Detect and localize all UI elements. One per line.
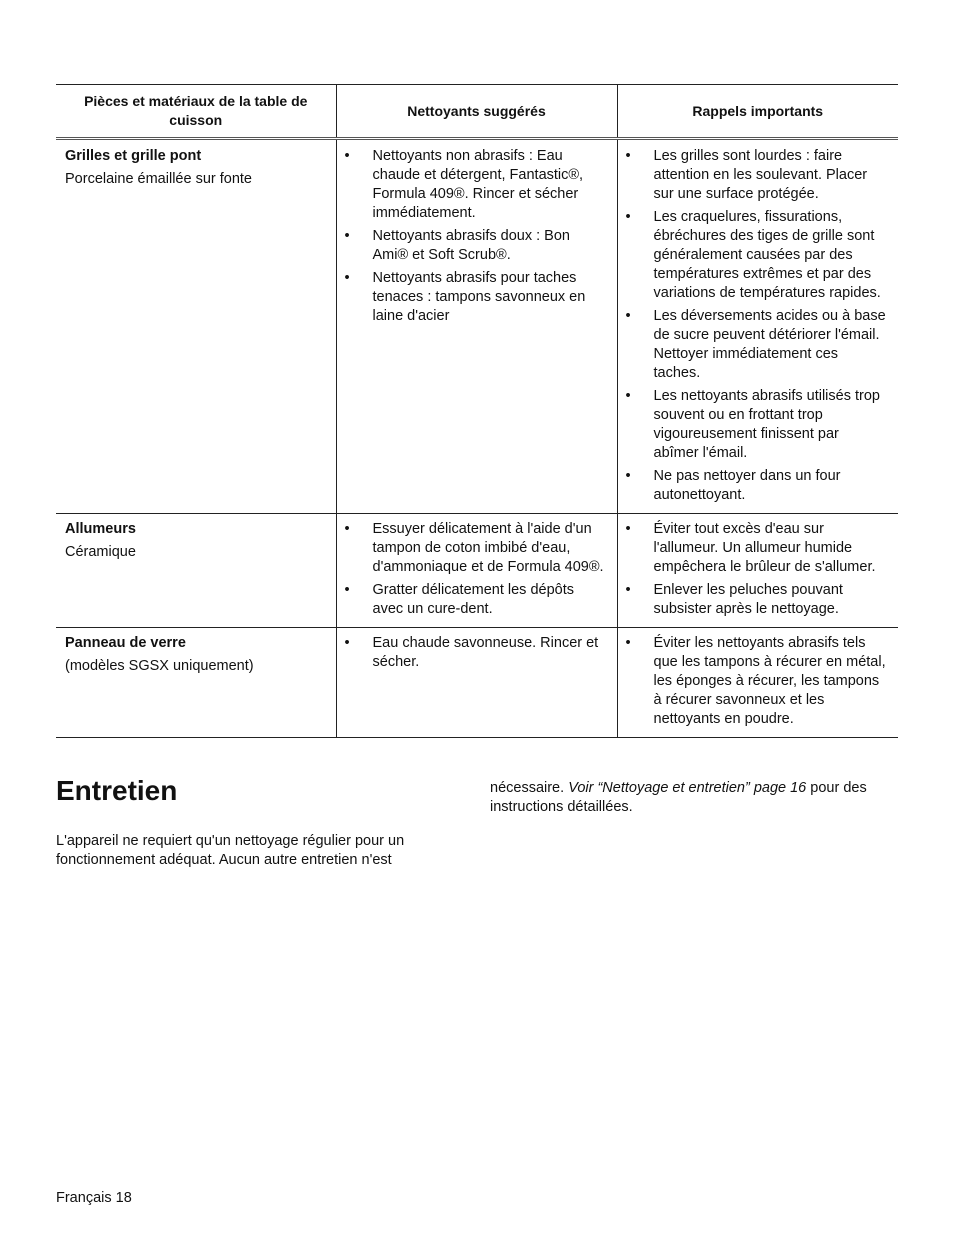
bullet-icon: • [344, 228, 350, 244]
list-item [346, 147, 607, 223]
cleaner-list [346, 147, 607, 326]
part-cell [56, 139, 336, 514]
table-body [56, 139, 898, 738]
maintenance-paragraph-right [490, 779, 898, 817]
reminder-text: Ne pas nettoyer dans un four autonettoyant. [653, 468, 841, 503]
reminder-text: Éviter les nettoyants abrasifs tels que les tampons à récurer en métal, les éponges à récurer, les tampons à récurer savonneux et les nettoyants en poudre. [653, 635, 886, 727]
bullet-icon: • [344, 270, 350, 286]
list-item [627, 307, 889, 383]
cross-reference-link[interactable]: Voir “Nettoyage et entretien” page 16 [568, 780, 807, 796]
cleaner-text: Nettoyants abrasifs doux : Bon Ami® et Soft Scrub®. [372, 228, 570, 263]
table-row [56, 628, 898, 738]
reminders-cell [617, 514, 898, 628]
cleaner-text: Eau chaude savonneuse. Rincer et sécher. [372, 635, 599, 670]
part-material: Céramique [65, 544, 136, 560]
reminder-text: Les nettoyants abrasifs utilisés trop souvent ou en frottant trop vigoureusement finissent par abîmer l'émail. [653, 388, 880, 461]
header-suggested-cleaners: Nettoyants suggérés [336, 85, 617, 139]
reminder-list [627, 147, 889, 505]
bullet-icon: • [625, 521, 631, 537]
bullet-icon: • [625, 582, 631, 598]
part-name: Allumeurs [65, 521, 136, 537]
bullet-icon: • [625, 308, 631, 324]
bullet-icon: • [344, 635, 350, 651]
paragraph-text: nécessaire. [490, 780, 569, 796]
cleaners-cell [336, 139, 617, 514]
part-material: Porcelaine émaillée sur fonte [65, 171, 252, 187]
reminder-text: Les grilles sont lourdes : faire attention en les soulevant. Placer sur une surface protégée. [653, 148, 868, 202]
reminder-list [627, 634, 889, 729]
part-name: Panneau de verre [65, 635, 186, 651]
bullet-icon: • [625, 468, 631, 484]
table-row [56, 514, 898, 628]
part-cell [56, 628, 336, 738]
cleaner-text: Nettoyants abrasifs pour taches tenaces : tampons savonneux en laine d'acier [372, 270, 586, 324]
page-footer: Français 18 [56, 1190, 132, 1206]
list-item [346, 634, 607, 672]
reminder-text: Enlever les peluches pouvant subsister après le nettoyage. [653, 582, 843, 617]
list-item [346, 581, 607, 619]
bullet-icon: • [344, 148, 350, 164]
bullet-icon: • [625, 209, 631, 225]
list-item [346, 520, 607, 577]
maintenance-paragraph-left: L'appareil ne requiert qu'un nettoyage régulier pour un fonctionnement adéquat. Aucun autre entretien n'est [56, 833, 405, 868]
part-name: Grilles et grille pont [65, 148, 202, 164]
reminders-cell [617, 139, 898, 514]
list-item [627, 147, 889, 204]
header-parts-materials: Pièces et matériaux de la table de cuisson [56, 85, 336, 139]
cleaner-list [346, 520, 607, 619]
bullet-icon: • [625, 635, 631, 651]
reminder-list [627, 520, 889, 619]
part-cell [56, 514, 336, 628]
part-material: (modèles SGSX uniquement) [65, 658, 254, 674]
header-important-reminders: Rappels importants [617, 85, 898, 139]
bullet-icon: • [344, 521, 350, 537]
list-item [627, 387, 889, 463]
reminder-text: Les déversements acides ou à base de sucre peuvent détériorer l'émail. Nettoyer immédiatement ces taches. [653, 308, 886, 381]
list-item [627, 581, 889, 619]
reminder-text: Les craquelures, fissurations, ébréchures des tiges de grille sont généralement causées par des températures extrêmes et par des variations de températures rapides. [653, 209, 881, 301]
section-title: Entretien [56, 775, 178, 806]
cleaners-cell [336, 628, 617, 738]
list-item [346, 269, 607, 326]
bullet-icon: • [625, 148, 631, 164]
list-item [627, 520, 889, 577]
reminder-text: Éviter tout excès d'eau sur l'allumeur. Un allumeur humide empêchera le brûleur de s'allumer. [653, 521, 876, 575]
reminders-cell [617, 628, 898, 738]
list-item [627, 208, 889, 303]
cleaner-text: Essuyer délicatement à l'aide d'un tampon de coton imbibé d'eau, d'ammoniaque et de Formula 409®. [372, 521, 604, 575]
cleaners-cell [336, 514, 617, 628]
paragraph-text: pour des instructions détaillées. [490, 780, 867, 815]
table-row [56, 139, 898, 514]
cleaner-text: Gratter délicatement les dépôts avec un cure-dent. [372, 582, 574, 617]
list-item [627, 634, 889, 729]
table-header-row [56, 85, 898, 139]
list-item [627, 467, 889, 505]
list-item [346, 227, 607, 265]
bullet-icon: • [344, 582, 350, 598]
cleaning-table [56, 84, 898, 738]
cleaner-text: Nettoyants non abrasifs : Eau chaude et détergent, Fantastic®, Formula 409®. Rincer et sécher immédiatement. [372, 148, 584, 221]
cleaner-list [346, 634, 607, 672]
bullet-icon: • [625, 388, 631, 404]
